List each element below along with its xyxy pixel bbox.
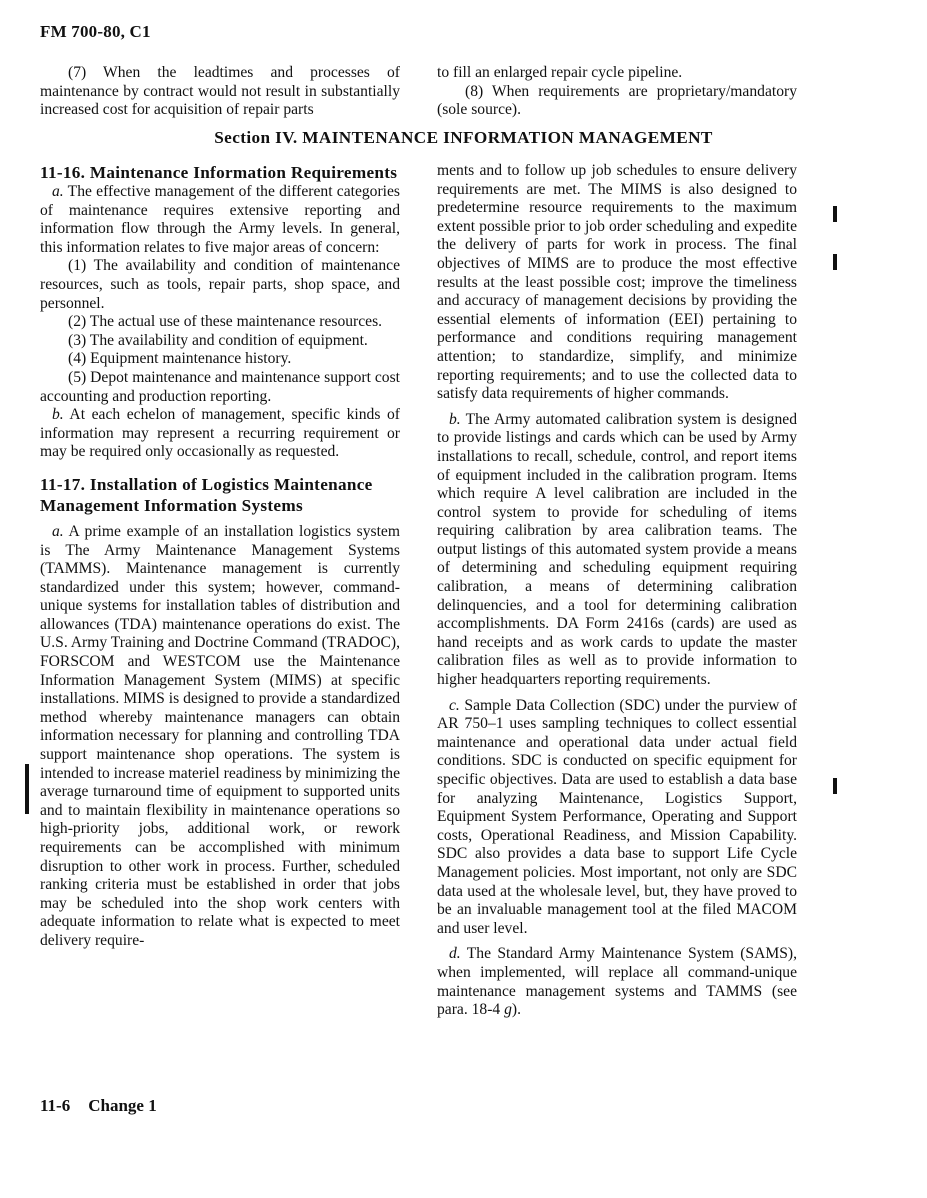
change-label: Change 1 [88,1096,157,1115]
list-item: (1) The availability and condition of maintenance resources, such as tools, repair parts, shop space, and personnel. [40,257,400,312]
list-item: (3) The availability and condition of equipment. [68,331,368,349]
paragraph-11-17-a [40,523,400,951]
label-c: c. [449,696,460,714]
change-bar [25,764,29,814]
heading-11-16: 11-16. Maintenance Information Requirements [40,163,398,182]
paragraph-11-17-b [437,411,797,690]
label-d: d. [449,945,461,963]
main-right-column [437,162,797,1020]
paragraph-11-16-b [40,406,400,462]
list-item: (2) The actual use of these maintenance resources. [68,313,383,331]
paragraph-11-17-d [437,945,797,1019]
label-b: b. [52,406,64,424]
top-right-column [437,64,797,120]
page-footer [40,1096,157,1116]
text-b: At each echelon of management, specific kinds of information may represent a recurring requirement or may be required only occasionally as requested. [40,406,400,461]
text-d: The Standard Army Maintenance System (SAMS), when implemented, will replace all command-unique maintenance management systems and TAMMS (see para. 18-4 [437,945,797,1019]
change-bar [833,206,837,222]
paragraph-11-16-a [40,183,400,257]
list-item: (4) Equipment maintenance history. [68,350,292,368]
text-c: Sample Data Collection (SDC) under the purview of AR 750–1 uses sampling techniques to collect essential maintenance and operational data under actual field conditions. SDC is conducted on specific equipment for specific objectives. Data are used to establish a data base for analyzing Maintenance, Logistics Support, Equipment System Performance, Operating and Support costs, Operational Readiness, and Mission Capability. SDC also provides a data base to support Life Cycle Management policies. Most important, not only are SDC data used at the wholesale level, but, they have proved to be an invaluable management tool at the filed MACOM and user level. [437,696,797,937]
paragraph-11-17-a-continued: ments and to follow up job schedules to ensure delivery requirements are met. The MIMS is also designed to predetermine resource requirements to the maximum extent possible prior to job order scheduling and expedite the delivery of parts for work in process. The final objectives of MIMS are to produce the most effective results at the least possible cost; improve the timeliness and accuracy of management decisions by providing the essential elements of information (EEI) pertaining to performance and conditions requiring management attention; to standardize, simplify, and minimize reporting requirements; and to use the collected data to satisfy data requirements of higher commands. [437,162,797,403]
top-left-column [40,64,400,120]
paragraph-11-17-c [437,697,797,939]
change-bar [833,778,837,794]
text-a: The effective management of the different categories of maintenance requires extensive reporting and information flow through the Army levels. In general, this information relates to five major areas of concern: [40,183,400,256]
change-bar [833,254,837,270]
list-item: (5) Depot maintenance and maintenance support cost accounting and production reporting. [40,368,400,405]
section-title: Section IV. MAINTENANCE INFORMATION MANAGEMENT [214,128,713,147]
document-id: FM 700-80, C1 [40,22,151,41]
label-b: b. [449,410,461,428]
text-b: The Army automated calibration system is designed to provide listings and cards which can be used by Army installations to recall, schedule, control, and report items of equipment included in the calibration program. Items which require A level calibration are included in the control system to provide for scheduling of items requiring calibration by area calibration teams. The output listings of this automated system provide a means of determining and scheduling equipment requiring calibration, a means of determining calibration delinquencies, and a tool for determining calibration accomplishments. DA Form 2416s (cards) are used as hand receipts and as work cards to update the master calibration files as well as to provide information to higher headquarters reporting requirements. [437,410,797,689]
text-d-end: ). [511,1001,522,1019]
paragraph-8: (8) When requirements are proprietary/mandatory (sole source). [437,82,797,119]
main-left-column [40,162,400,951]
para-ref: g [504,1001,512,1019]
paragraph-7-continued: to fill an enlarged repair cycle pipeline. [437,64,683,81]
label-a: a. [52,183,64,200]
label-a: a. [52,522,64,540]
paragraph-7: (7) When the leadtimes and processes of maintenance by contract would not result in substantially increased cost for acquisition of repair parts [40,64,400,119]
heading-11-17: 11-17. Installation of Logistics Maintenance Management Information Systems [40,474,373,515]
page-number: 11-6 [40,1096,71,1115]
text-a: A prime example of an installation logistics system is The Army Maintenance Management Systems (TAMMS). Maintenance management is currently standardized under this system; however, command-unique systems for installation tables of distribution and allowances (TDA) maintenance operations do exist. The U.S. Army Training and Doctrine Command (TRADOC), FORSCOM and WESTCOM use the Maintenance Information Management System (MIMS) at specific installations. MIMS is designed to provide a standardized method whereby maintenance managers can obtain information necessary for planning and controlling TDA support maintenance shop operations. The system is intended to increase materiel readiness by minimizing the average turnaround time of equipment to supported units and to maintain flexibility in maintenance operations so high-priority jobs, additional work, or rework requirements can be accomplished with minimum disruption to other work in process. Further, scheduled ranking criteria must be established in order that jobs may be scheduled into the shop work centers with adequate information to relate what is expected to meet delivery require- [40,522,400,949]
